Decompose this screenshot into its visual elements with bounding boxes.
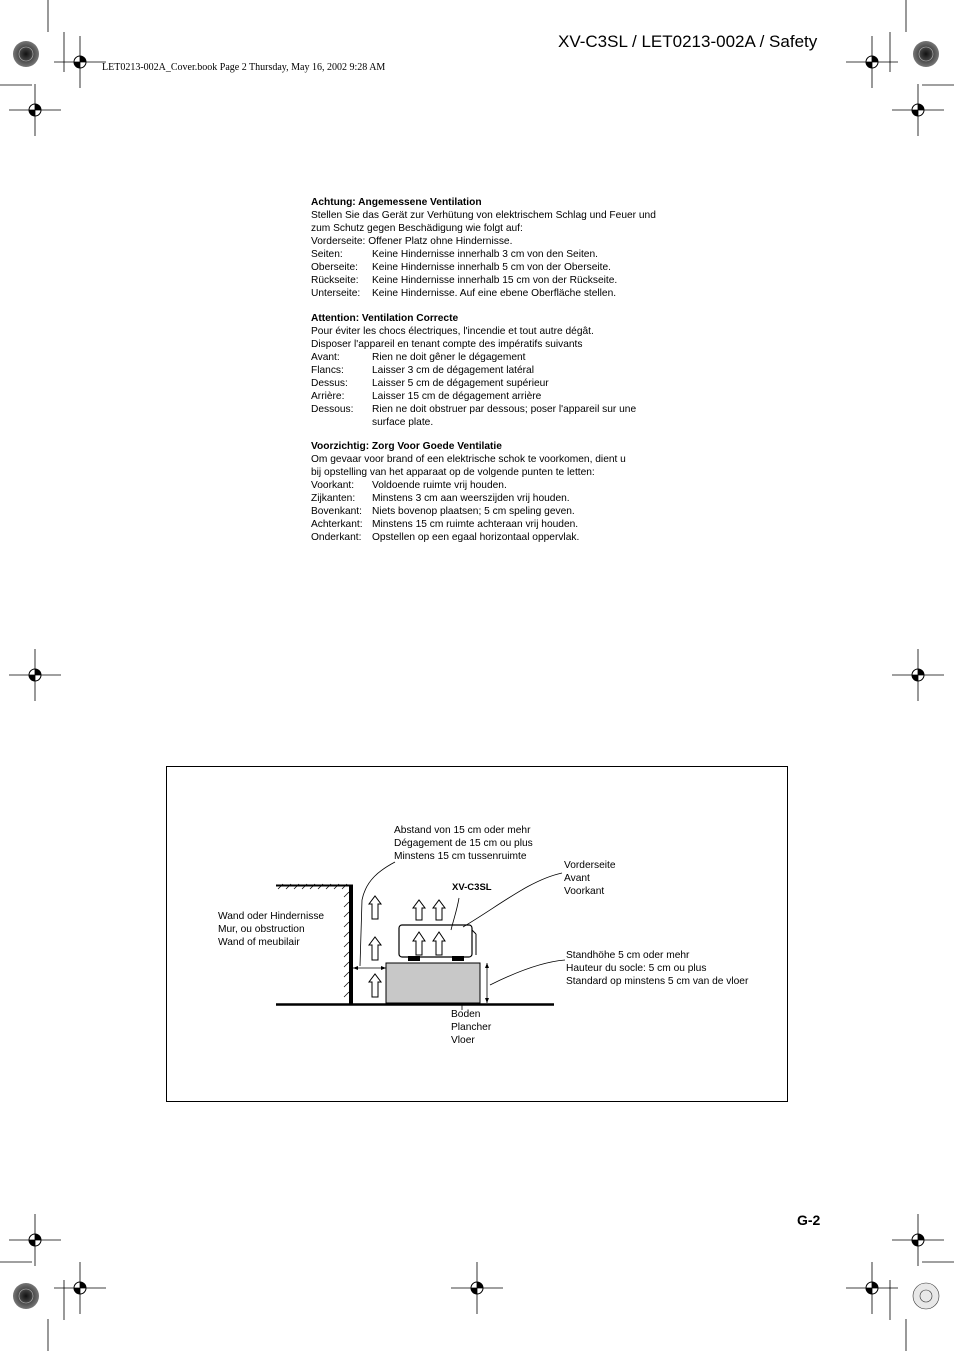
stand-height-label xyxy=(566,950,748,988)
clearance-row xyxy=(311,287,656,300)
clearance-row xyxy=(311,261,656,274)
label-line: Vorderseite xyxy=(564,860,616,871)
row-value: Rien ne doit gêner le dégagement xyxy=(372,352,526,363)
row-value: Voldoende ruimte vrij houden. xyxy=(372,480,507,491)
label-line: Wand of meubilair xyxy=(218,936,300,948)
label-line: Mur, ou obstruction xyxy=(218,923,305,935)
row-key: Achterkant: xyxy=(311,519,363,530)
label-line: Dégagement de 15 cm ou plus xyxy=(394,837,533,849)
row-key: Voorkant: xyxy=(311,480,355,491)
section-intro: Stellen Sie das Gerät zur Verhütung von elektrischem Schlag und Feuer und zum Schutz gegen Beschädigung wie folgt auf: xyxy=(311,210,656,234)
label-line: Hauteur du socle: 5 cm ou plus xyxy=(566,962,707,974)
section-intro: Om gevaar voor brand of een elektrische schok te voorkomen, dient u bij opstelling van het apparaat op de volgende punten te letten: xyxy=(311,454,626,478)
label-line: Voorkant xyxy=(564,885,605,897)
registration-mark-icon xyxy=(892,649,944,701)
row-value: Keine Hindernisse innerhalb 5 cm von der Oberseite. xyxy=(372,262,611,273)
clearance-row xyxy=(311,248,656,261)
label-line: Standhöhe 5 cm oder mehr xyxy=(566,950,690,961)
row-value: Keine Hindernisse innerhalb 3 cm von den Seiten. xyxy=(372,249,598,260)
row-key: Dessous: xyxy=(311,404,354,415)
registration-mark-icon xyxy=(892,1214,944,1266)
row-value: Laisser 15 cm de dégagement arrière xyxy=(372,391,542,402)
label-line: Plancher xyxy=(451,1021,492,1033)
row-key: Bovenkant: xyxy=(311,506,362,517)
registration-mark-icon xyxy=(9,84,61,136)
clearance-row xyxy=(311,377,656,390)
clearance-row xyxy=(311,531,636,544)
clearance-row xyxy=(311,364,656,377)
registration-mark-icon xyxy=(54,1262,106,1314)
row-key: Arrière: xyxy=(311,391,345,402)
front-label xyxy=(564,860,616,898)
row-key: Dessus: xyxy=(311,378,348,389)
label-line: Avant xyxy=(564,872,590,884)
row-key: Unterseite: xyxy=(311,288,361,299)
label-line: Minstens 15 cm tussenruimte xyxy=(394,850,527,862)
section-french xyxy=(311,312,656,429)
book-info-line: LET0213-002A_Cover.book Page 2 Thursday, May 16, 2002 9:28 AM xyxy=(102,62,386,73)
clearance-row xyxy=(311,505,636,518)
registration-mark-icon xyxy=(9,649,61,701)
registration-mark-icon xyxy=(892,84,944,136)
row-key: Flancs: xyxy=(311,365,344,376)
label-line: Standard op minstens 5 cm van de vloer xyxy=(566,975,749,987)
row-value: Rien ne doit obstruer par dessous; poser l'appareil sur une surface plate. xyxy=(372,404,637,428)
registration-mark-icon xyxy=(9,1214,61,1266)
clearance-row xyxy=(311,390,656,403)
label-line: Abstand von 15 cm oder mehr xyxy=(394,825,531,836)
clearance-row xyxy=(311,351,656,364)
clearance-row xyxy=(311,403,656,429)
clearance-row xyxy=(311,479,636,492)
wall-label xyxy=(218,911,324,949)
rear-clearance-label xyxy=(394,825,533,863)
section-intro: Pour éviter les chocs électriques, l'incendie et tout autre dégât. xyxy=(311,326,594,337)
row-value: Laisser 5 cm de dégagement supérieur xyxy=(372,378,549,389)
clearance-row xyxy=(311,274,656,287)
registration-mark-icon xyxy=(54,36,106,88)
registration-mark-icon xyxy=(451,1262,503,1314)
section-heading: Achtung: Angemessene Ventilation xyxy=(311,197,482,208)
floor-label xyxy=(451,1009,491,1047)
section-german xyxy=(311,196,656,300)
row-value: Opstellen op een egaal horizontaal oppervlak. xyxy=(372,532,580,543)
page-number: G-2 xyxy=(797,1212,821,1228)
row-value: Laisser 3 cm de dégagement latéral xyxy=(372,365,534,376)
page-header-title: XV-C3SL / LET0213-002A / Safety xyxy=(558,32,818,51)
label-line: Vloer xyxy=(451,1034,475,1046)
label-line: Wand oder Hindernisse xyxy=(218,911,325,922)
section-heading: Attention: Ventilation Correcte xyxy=(311,313,459,324)
row-value: Minstens 15 cm ruimte achteraan vrij houden. xyxy=(372,519,579,530)
clearance-row xyxy=(311,492,636,505)
section-intro-2: Disposer l'appareil en tenant compte des impératifs suivants xyxy=(311,339,583,350)
section-dutch xyxy=(311,440,636,544)
row-key: Onderkant: xyxy=(311,532,362,543)
row-key: Zijkanten: xyxy=(311,493,356,504)
row-key: Seiten: xyxy=(311,249,343,260)
row-key: Oberseite: xyxy=(311,262,358,273)
row-value: Keine Hindernisse. Auf eine ebene Oberfläche stellen. xyxy=(372,288,617,299)
model-label: XV-C3SL xyxy=(452,882,492,893)
label-line: Boden xyxy=(451,1009,481,1020)
section-intro-2: Vorderseite: Offener Platz ohne Hindernisse. xyxy=(311,236,513,247)
row-value: Minstens 3 cm aan weerszijden vrij houden. xyxy=(372,493,570,504)
clearance-row xyxy=(311,518,636,531)
section-heading: Voorzichtig: Zorg Voor Goede Ventilatie xyxy=(311,441,502,452)
row-key: Rückseite: xyxy=(311,275,359,286)
row-value: Niets bovenop plaatsen; 5 cm speling geven. xyxy=(372,506,575,517)
row-value: Keine Hindernisse innerhalb 15 cm von der Rückseite. xyxy=(372,275,618,286)
row-key: Avant: xyxy=(311,352,340,363)
